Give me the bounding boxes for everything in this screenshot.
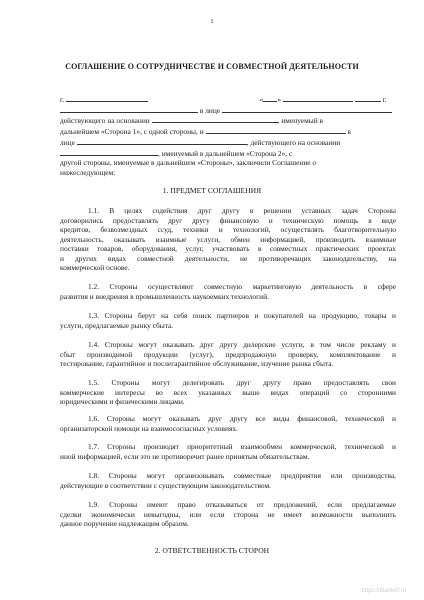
intro-line-5: лице , действующего на основании xyxy=(60,137,341,147)
intro-line-6: , именуемый в дальнейшем «Сторона 2», с xyxy=(60,148,396,159)
day-blank[interactable] xyxy=(263,94,277,102)
party1-basis-blank[interactable] xyxy=(152,115,278,123)
paragraph-1-3: 1.3. Стороны берут на себя поиск партнеров и покупателей на продукцию, товары и услуги, предлагаемые рынку сбыта. xyxy=(60,311,396,330)
paragraph-1-9: 1.9. Стороны имеют право отказываться от предложений, если предлагаемые сделки экономически невыгодны, или если сторона не имеет возможности выполнить данное поручение надлежащим образом. xyxy=(60,500,396,528)
party1-name-blank[interactable] xyxy=(60,105,198,113)
intro-line-2: в лице xyxy=(60,105,396,116)
intro-line-3: действующего на основании , именуемый в xyxy=(60,116,324,126)
month-blank[interactable] xyxy=(283,94,353,102)
paragraph-1-7: 1.7. Стороны производят приоритетный взаимообмен коммерческой, технической и иной информацией, если это не противоречит ранее принятым обязательствам. xyxy=(60,442,396,461)
section-1-heading: 1. ПРЕДМЕТ СОГЛАШЕНИЯ xyxy=(162,186,262,195)
city-blank[interactable] xyxy=(66,94,148,102)
intro-line-1: г. « » г. xyxy=(60,95,387,104)
paragraph-1-8: 1.8. Стороны могут организовывать совместные предприятия или производства, действующие в соответствии с существующим законодательством. xyxy=(60,471,396,490)
watermark: https://blankof.ru xyxy=(361,588,406,594)
party2-basis-blank[interactable] xyxy=(60,148,158,156)
party2-name-blank[interactable] xyxy=(206,126,346,134)
intro-line-7: другой стороны, именуемые в дальнейшем «Стороны», заключили Соглашение о xyxy=(60,158,317,168)
paragraph-1-2: 1.2. Стороны осуществляют совместную маркетинговую деятельность в сфере развития и внедрения в промышленность наукоемких технологий. xyxy=(60,282,396,301)
party1-rep-blank[interactable] xyxy=(222,105,392,113)
paragraph-1-1: 1.1. В целях содействия друг другу в решении уставных задач Стороны договорились предоставлять друг другу финансовую и техническую помощь в виде кредитов, безвозмездных ссуд, техники и технологий, осуществлять благотворительную деятельность, оказывать взаимные услуги, обмен информацией, производить взаимные поставки товаров, оборудования, услуг, участвовать в совместных практических проектах и других видах совместной деятельности, не противоречащих законодательству, на коммерческой основе. xyxy=(60,206,396,272)
paragraph-1-4: 1.4. Стороны могут оказывать друг другу дилерские услуги, в том числе рекламу и сбыт производимой продукции (услуг), предпродажную проверку, комплектование и тестирование, гарантийное и послегарантийное обслуживание, изучение рынка сбыта. xyxy=(60,340,396,368)
intro-line-8: нижеследующем: xyxy=(60,167,116,177)
page-number: 1 xyxy=(210,18,214,25)
intro-line-4: дальнейшем «Сторона 1», с одной стороны, и в xyxy=(60,127,351,137)
document-title: СОГЛАШЕНИЕ О СОТРУДНИЧЕСТВЕ И СОВМЕСТНОЙ ДЕЯТЕЛЬНОСТИ xyxy=(65,62,359,71)
year-blank[interactable] xyxy=(355,94,381,102)
intro-block xyxy=(60,94,396,178)
party2-rep-blank[interactable] xyxy=(77,137,247,145)
paragraph-1-6: 1.6. Стороны могут оказывать друг другу все виды финансовой, технической и организаторской помощи на взаимосогласных условиях. xyxy=(60,414,396,433)
paragraph-1-5: 1.5. Стороны могут делегировать друг другу право предоставлять свои коммерческие интересы во всех указанных выше видах операций со сторонними юридическими и физическими лицами. xyxy=(60,378,396,406)
section-2-heading: 2. ОТВЕТСТВЕННОСТЬ СТОРОН xyxy=(154,546,270,555)
